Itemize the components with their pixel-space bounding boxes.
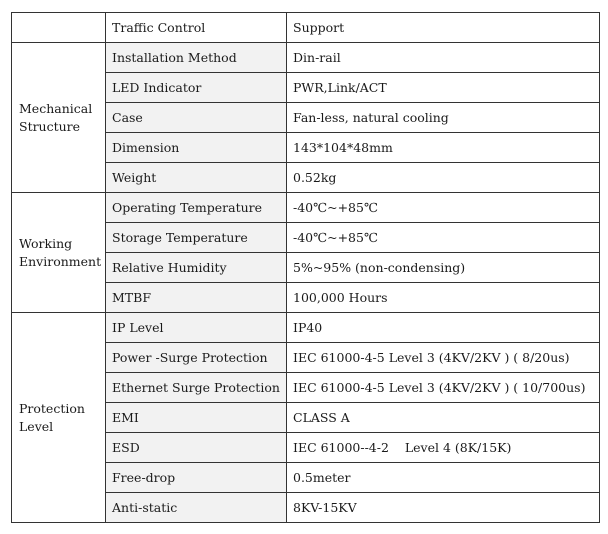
group-label-mechanical: Mechanical Structure: [12, 43, 106, 193]
item-cell: Free-drop: [106, 463, 287, 493]
item-cell: IP Level: [106, 313, 287, 343]
value-cell: IEC 61000--4-2 Level 4 (8K/15K): [287, 433, 600, 463]
value-cell: -40℃~+85℃: [287, 223, 600, 253]
value-cell: Fan-less, natural cooling: [287, 103, 600, 133]
item-cell: ESD: [106, 433, 287, 463]
value-cell: 5%~95% (non-condensing): [287, 253, 600, 283]
value-cell: IP40: [287, 313, 600, 343]
item-cell: MTBF: [106, 283, 287, 313]
value-cell: -40℃~+85℃: [287, 193, 600, 223]
item-cell: Ethernet Surge Protection: [106, 373, 287, 403]
value-cell: Support: [287, 13, 600, 43]
item-cell: Storage Temperature: [106, 223, 287, 253]
item-cell: Installation Method: [106, 43, 287, 73]
group-label-protection: Protection Level: [12, 313, 106, 523]
item-cell: Weight: [106, 163, 287, 193]
item-cell: LED Indicator: [106, 73, 287, 103]
spec-table: [11, 12, 600, 523]
value-cell: 0.52kg: [287, 163, 600, 193]
table-row: [12, 13, 600, 43]
value-cell: 143*104*48mm: [287, 133, 600, 163]
item-cell: Traffic Control: [106, 13, 287, 43]
value-cell: Din-rail: [287, 43, 600, 73]
empty-header-cell: [12, 13, 106, 43]
table-row: [12, 193, 600, 223]
item-cell: Operating Temperature: [106, 193, 287, 223]
table-row: [12, 43, 600, 73]
item-cell: Relative Humidity: [106, 253, 287, 283]
value-cell: CLASS A: [287, 403, 600, 433]
value-cell: IEC 61000-4-5 Level 3 (4KV/2KV ) ( 8/20us): [287, 343, 600, 373]
group-label-working: Working Environment: [12, 193, 106, 313]
value-cell: 8KV-15KV: [287, 493, 600, 523]
item-cell: Case: [106, 103, 287, 133]
value-cell: IEC 61000-4-5 Level 3 (4KV/2KV ) ( 10/700us): [287, 373, 600, 403]
item-cell: Anti-static: [106, 493, 287, 523]
item-cell: Dimension: [106, 133, 287, 163]
item-cell: EMI: [106, 403, 287, 433]
table-row: [12, 313, 600, 343]
item-cell: Power -Surge Protection: [106, 343, 287, 373]
value-cell: 100,000 Hours: [287, 283, 600, 313]
value-cell: PWR,Link/ACT: [287, 73, 600, 103]
value-cell: 0.5meter: [287, 463, 600, 493]
